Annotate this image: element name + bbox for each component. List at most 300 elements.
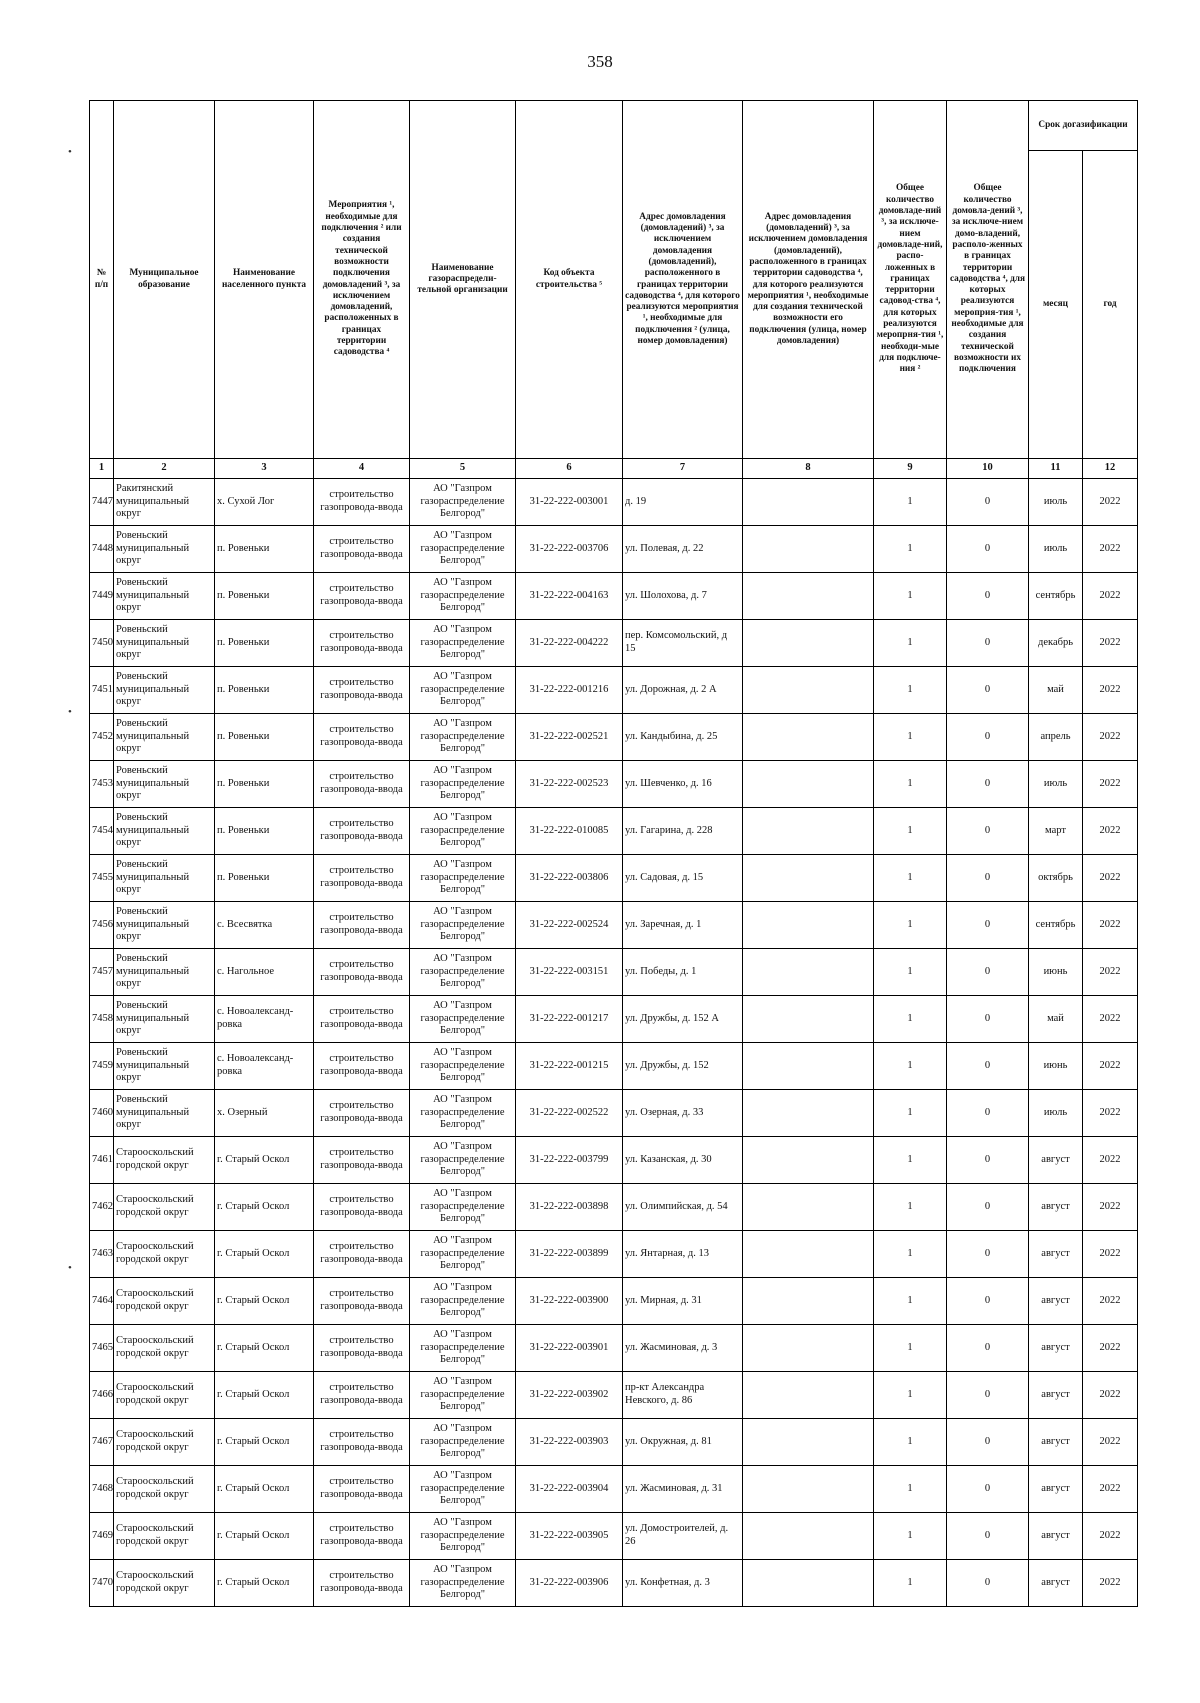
measure-cell: строительство газопровода-ввода (314, 1466, 410, 1513)
address-tech-cell (743, 761, 874, 808)
locality-cell: х. Сухой Лог (215, 479, 314, 526)
locality-cell: с. Новоалександ-ровка (215, 996, 314, 1043)
row-number: 7454 (90, 808, 114, 855)
object-code-cell: 31-22-222-004222 (516, 620, 623, 667)
column-number: 12 (1083, 459, 1138, 479)
locality-cell: г. Старый Оскол (215, 1513, 314, 1560)
year-cell: 2022 (1083, 1513, 1138, 1560)
table-row (90, 949, 1138, 996)
total-connect-cell: 1 (874, 855, 947, 902)
measure-cell: строительство газопровода-ввода (314, 1513, 410, 1560)
object-code-cell: 31-22-222-002524 (516, 902, 623, 949)
table-row (90, 1137, 1138, 1184)
municipality-cell: Старооскольский городской округ (114, 1466, 215, 1513)
address-tech-cell (743, 1513, 874, 1560)
total-tech-cell: 0 (947, 1513, 1029, 1560)
row-number: 7466 (90, 1372, 114, 1419)
measure-cell: строительство газопровода-ввода (314, 1325, 410, 1372)
header-total-tech: Общее количество домовла-дений ³, за исключе-нием домо-владений, располо-женных в границах территории садоводства ⁴, для которых реализуются мероприя-тия ¹, необходимые для создания технической возможности их подключения (947, 101, 1029, 459)
row-number: 7464 (90, 1278, 114, 1325)
month-cell: март (1029, 808, 1083, 855)
total-tech-cell: 0 (947, 620, 1029, 667)
margin-mark: • (68, 1262, 72, 1274)
locality-cell: п. Ровеньки (215, 855, 314, 902)
org-cell: АО "Газпром газораспределение Белгород" (410, 1560, 516, 1607)
total-tech-cell: 0 (947, 1137, 1029, 1184)
total-tech-cell: 0 (947, 808, 1029, 855)
month-cell: август (1029, 1325, 1083, 1372)
header-address-tech: Адрес домовладения (домовладений) ³, за исключением домовладения (домовладений), расположенного в границах территории садоводства ⁴, для которого реализуются мероприятия ¹, необходимые для создания технической возможности его подключения (улица, номер домовладения) (743, 101, 874, 459)
year-cell: 2022 (1083, 996, 1138, 1043)
object-code-cell: 31-22-222-002521 (516, 714, 623, 761)
table-row (90, 620, 1138, 667)
municipality-cell: Ровеньский муниципальный округ (114, 573, 215, 620)
total-tech-cell: 0 (947, 855, 1029, 902)
column-number: 2 (114, 459, 215, 479)
municipality-cell: Ровеньский муниципальный округ (114, 526, 215, 573)
row-number: 7449 (90, 573, 114, 620)
org-cell: АО "Газпром газораспределение Белгород" (410, 949, 516, 996)
year-cell: 2022 (1083, 855, 1138, 902)
year-cell: 2022 (1083, 1278, 1138, 1325)
object-code-cell: 31-22-222-003905 (516, 1513, 623, 1560)
measure-cell: строительство газопровода-ввода (314, 479, 410, 526)
table-row (90, 1466, 1138, 1513)
address-tech-cell (743, 714, 874, 761)
row-number: 7469 (90, 1513, 114, 1560)
locality-cell: с. Нагольное (215, 949, 314, 996)
measure-cell: строительство газопровода-ввода (314, 1184, 410, 1231)
municipality-cell: Старооскольский городской округ (114, 1560, 215, 1607)
table-row (90, 1278, 1138, 1325)
measure-cell: строительство газопровода-ввода (314, 1560, 410, 1607)
address-tech-cell (743, 1090, 874, 1137)
total-tech-cell: 0 (947, 1184, 1029, 1231)
measure-cell: строительство газопровода-ввода (314, 808, 410, 855)
locality-cell: г. Старый Оскол (215, 1278, 314, 1325)
object-code-cell: 31-22-222-003904 (516, 1466, 623, 1513)
total-connect-cell: 1 (874, 1090, 947, 1137)
table-row (90, 1231, 1138, 1278)
table-row (90, 526, 1138, 573)
address-cell: ул. Окружная, д. 81 (623, 1419, 743, 1466)
municipality-cell: Ровеньский муниципальный округ (114, 620, 215, 667)
measure-cell: строительство газопровода-ввода (314, 855, 410, 902)
address-cell: ул. Жасминовая, д. 31 (623, 1466, 743, 1513)
total-tech-cell: 0 (947, 1560, 1029, 1607)
object-code-cell: 31-22-222-004163 (516, 573, 623, 620)
total-tech-cell: 0 (947, 573, 1029, 620)
address-cell: ул. Шолохова, д. 7 (623, 573, 743, 620)
month-cell: сентябрь (1029, 902, 1083, 949)
table-row (90, 808, 1138, 855)
row-number: 7453 (90, 761, 114, 808)
total-tech-cell: 0 (947, 996, 1029, 1043)
header-code: Код объекта строительства ⁵ (516, 101, 623, 459)
address-tech-cell (743, 1231, 874, 1278)
org-cell: АО "Газпром газораспределение Белгород" (410, 1372, 516, 1419)
address-tech-cell (743, 1137, 874, 1184)
object-code-cell: 31-22-222-002522 (516, 1090, 623, 1137)
municipality-cell: Ровеньский муниципальный округ (114, 761, 215, 808)
measure-cell: строительство газопровода-ввода (314, 526, 410, 573)
year-cell: 2022 (1083, 1372, 1138, 1419)
address-cell: ул. Полевая, д. 22 (623, 526, 743, 573)
month-cell: июль (1029, 479, 1083, 526)
column-number: 8 (743, 459, 874, 479)
table-row (90, 761, 1138, 808)
municipality-cell: Ровеньский муниципальный округ (114, 996, 215, 1043)
table-row (90, 1184, 1138, 1231)
address-cell: ул. Шевченко, д. 16 (623, 761, 743, 808)
header-month: месяц (1029, 151, 1083, 459)
org-cell: АО "Газпром газораспределение Белгород" (410, 620, 516, 667)
object-code-cell: 31-22-222-010085 (516, 808, 623, 855)
address-cell: ул. Дружбы, д. 152 А (623, 996, 743, 1043)
total-connect-cell: 1 (874, 1372, 947, 1419)
measure-cell: строительство газопровода-ввода (314, 1419, 410, 1466)
total-tech-cell: 0 (947, 1231, 1029, 1278)
month-cell: август (1029, 1466, 1083, 1513)
measure-cell: строительство газопровода-ввода (314, 1372, 410, 1419)
address-cell: ул. Гагарина, д. 228 (623, 808, 743, 855)
year-cell: 2022 (1083, 761, 1138, 808)
object-code-cell: 31-22-222-003901 (516, 1325, 623, 1372)
measure-cell: строительство газопровода-ввода (314, 1090, 410, 1137)
address-tech-cell (743, 667, 874, 714)
year-cell: 2022 (1083, 1466, 1138, 1513)
total-tech-cell: 0 (947, 479, 1029, 526)
total-connect-cell: 1 (874, 949, 947, 996)
measure-cell: строительство газопровода-ввода (314, 949, 410, 996)
total-connect-cell: 1 (874, 1419, 947, 1466)
page-number: 358 (587, 52, 613, 71)
table-row (90, 902, 1138, 949)
year-cell: 2022 (1083, 1043, 1138, 1090)
row-number: 7465 (90, 1325, 114, 1372)
table-row (90, 1043, 1138, 1090)
org-cell: АО "Газпром газораспределение Белгород" (410, 667, 516, 714)
measure-cell: строительство газопровода-ввода (314, 1278, 410, 1325)
total-tech-cell: 0 (947, 667, 1029, 714)
org-cell: АО "Газпром газораспределение Белгород" (410, 479, 516, 526)
object-code-cell: 31-22-222-001216 (516, 667, 623, 714)
total-connect-cell: 1 (874, 996, 947, 1043)
measure-cell: строительство газопровода-ввода (314, 1043, 410, 1090)
municipality-cell: Старооскольский городской округ (114, 1513, 215, 1560)
row-number: 7455 (90, 855, 114, 902)
object-code-cell: 31-22-222-003903 (516, 1419, 623, 1466)
total-tech-cell: 0 (947, 902, 1029, 949)
municipality-cell: Старооскольский городской округ (114, 1278, 215, 1325)
locality-cell: г. Старый Оскол (215, 1137, 314, 1184)
org-cell: АО "Газпром газораспределение Белгород" (410, 1184, 516, 1231)
row-number: 7461 (90, 1137, 114, 1184)
locality-cell: п. Ровеньки (215, 667, 314, 714)
locality-cell: г. Старый Оскол (215, 1184, 314, 1231)
row-number: 7447 (90, 479, 114, 526)
address-cell: ул. Казанская, д. 30 (623, 1137, 743, 1184)
total-connect-cell: 1 (874, 1043, 947, 1090)
total-tech-cell: 0 (947, 1466, 1029, 1513)
address-tech-cell (743, 949, 874, 996)
year-cell: 2022 (1083, 1325, 1138, 1372)
month-cell: декабрь (1029, 620, 1083, 667)
year-cell: 2022 (1083, 1137, 1138, 1184)
total-connect-cell: 1 (874, 667, 947, 714)
row-number: 7458 (90, 996, 114, 1043)
month-cell: июнь (1029, 1043, 1083, 1090)
column-number-row (90, 459, 1138, 479)
column-number: 3 (215, 459, 314, 479)
address-cell: ул. Конфетная, д. 3 (623, 1560, 743, 1607)
row-number: 7470 (90, 1560, 114, 1607)
month-cell: август (1029, 1231, 1083, 1278)
municipality-cell: Ровеньский муниципальный округ (114, 1090, 215, 1137)
org-cell: АО "Газпром газораспределение Белгород" (410, 996, 516, 1043)
municipality-cell: Ровеньский муниципальный округ (114, 902, 215, 949)
month-cell: август (1029, 1419, 1083, 1466)
locality-cell: х. Озерный (215, 1090, 314, 1137)
table-row (90, 1513, 1138, 1560)
municipality-cell: Старооскольский городской округ (114, 1137, 215, 1184)
header-org: Наименование газораспредели-тельной организации (410, 101, 516, 459)
month-cell: август (1029, 1137, 1083, 1184)
header-address-connect: Адрес домовладения (домовладений) ³, за исключением домовладения (домовладений), расположенного в границах территории садоводства ⁴, для которого реализуются мероприятия ¹, необходимые для подключения ² (улица, номер домовладения) (623, 101, 743, 459)
locality-cell: п. Ровеньки (215, 573, 314, 620)
address-cell: ул. Янтарная, д. 13 (623, 1231, 743, 1278)
column-number: 6 (516, 459, 623, 479)
locality-cell: г. Старый Оскол (215, 1560, 314, 1607)
object-code-cell: 31-22-222-003151 (516, 949, 623, 996)
org-cell: АО "Газпром газораспределение Белгород" (410, 1090, 516, 1137)
locality-cell: п. Ровеньки (215, 526, 314, 573)
address-tech-cell (743, 620, 874, 667)
address-tech-cell (743, 1372, 874, 1419)
table-row (90, 573, 1138, 620)
month-cell: август (1029, 1513, 1083, 1560)
year-cell: 2022 (1083, 902, 1138, 949)
address-cell: д. 19 (623, 479, 743, 526)
municipality-cell: Ровеньский муниципальный округ (114, 949, 215, 996)
month-cell: июль (1029, 526, 1083, 573)
address-tech-cell (743, 526, 874, 573)
total-tech-cell: 0 (947, 1325, 1029, 1372)
table-row (90, 1560, 1138, 1607)
table-row (90, 714, 1138, 761)
month-cell: апрель (1029, 714, 1083, 761)
total-connect-cell: 1 (874, 1184, 947, 1231)
table-body (90, 459, 1138, 1607)
address-tech-cell (743, 479, 874, 526)
address-cell: ул. Жасминовая, д. 3 (623, 1325, 743, 1372)
total-tech-cell: 0 (947, 1372, 1029, 1419)
month-cell: июль (1029, 1090, 1083, 1137)
address-cell: ул. Кандыбина, д. 25 (623, 714, 743, 761)
row-number: 7451 (90, 667, 114, 714)
month-cell: август (1029, 1278, 1083, 1325)
total-tech-cell: 0 (947, 1278, 1029, 1325)
total-connect-cell: 1 (874, 1137, 947, 1184)
table-row (90, 1090, 1138, 1137)
locality-cell: п. Ровеньки (215, 808, 314, 855)
locality-cell: г. Старый Оскол (215, 1466, 314, 1513)
header-locality: Наименование населенного пункта (215, 101, 314, 459)
org-cell: АО "Газпром газораспределение Белгород" (410, 1043, 516, 1090)
table-row (90, 1419, 1138, 1466)
measure-cell: строительство газопровода-ввода (314, 714, 410, 761)
year-cell: 2022 (1083, 1184, 1138, 1231)
column-number: 1 (90, 459, 114, 479)
object-code-cell: 31-22-222-003806 (516, 855, 623, 902)
table-row (90, 1372, 1138, 1419)
year-cell: 2022 (1083, 526, 1138, 573)
address-cell: ул. Мирная, д. 31 (623, 1278, 743, 1325)
year-cell: 2022 (1083, 714, 1138, 761)
year-cell: 2022 (1083, 479, 1138, 526)
total-connect-cell: 1 (874, 1231, 947, 1278)
month-cell: август (1029, 1560, 1083, 1607)
object-code-cell: 31-22-222-003906 (516, 1560, 623, 1607)
org-cell: АО "Газпром газораспределение Белгород" (410, 855, 516, 902)
month-cell: июль (1029, 761, 1083, 808)
org-cell: АО "Газпром газораспределение Белгород" (410, 526, 516, 573)
column-number: 5 (410, 459, 516, 479)
locality-cell: с. Всесвятка (215, 902, 314, 949)
row-number: 7462 (90, 1184, 114, 1231)
measure-cell: строительство газопровода-ввода (314, 667, 410, 714)
total-connect-cell: 1 (874, 1466, 947, 1513)
org-cell: АО "Газпром газораспределение Белгород" (410, 902, 516, 949)
total-connect-cell: 1 (874, 1325, 947, 1372)
total-connect-cell: 1 (874, 1560, 947, 1607)
header-municipality: Муниципальное образование (114, 101, 215, 459)
total-connect-cell: 1 (874, 620, 947, 667)
gasification-table (89, 100, 1138, 1607)
address-tech-cell (743, 1560, 874, 1607)
municipality-cell: Старооскольский городской округ (114, 1372, 215, 1419)
object-code-cell: 31-22-222-003001 (516, 479, 623, 526)
total-tech-cell: 0 (947, 1043, 1029, 1090)
total-connect-cell: 1 (874, 761, 947, 808)
year-cell: 2022 (1083, 949, 1138, 996)
total-tech-cell: 0 (947, 761, 1029, 808)
year-cell: 2022 (1083, 667, 1138, 714)
org-cell: АО "Газпром газораспределение Белгород" (410, 808, 516, 855)
address-tech-cell (743, 902, 874, 949)
address-cell: ул. Победы, д. 1 (623, 949, 743, 996)
margin-mark: • (68, 146, 72, 158)
address-tech-cell (743, 573, 874, 620)
row-number: 7459 (90, 1043, 114, 1090)
month-cell: май (1029, 667, 1083, 714)
object-code-cell: 31-22-222-001215 (516, 1043, 623, 1090)
address-tech-cell (743, 855, 874, 902)
measure-cell: строительство газопровода-ввода (314, 761, 410, 808)
object-code-cell: 31-22-222-003799 (516, 1137, 623, 1184)
column-number: 4 (314, 459, 410, 479)
row-number: 7450 (90, 620, 114, 667)
municipality-cell: Ракитянский муниципальный округ (114, 479, 215, 526)
header-term: Срок догазификации (1029, 101, 1138, 151)
municipality-cell: Ровеньский муниципальный округ (114, 808, 215, 855)
org-cell: АО "Газпром газораспределение Белгород" (410, 761, 516, 808)
locality-cell: п. Ровеньки (215, 714, 314, 761)
address-tech-cell (743, 808, 874, 855)
year-cell: 2022 (1083, 1560, 1138, 1607)
row-number: 7457 (90, 949, 114, 996)
object-code-cell: 31-22-222-003898 (516, 1184, 623, 1231)
measure-cell: строительство газопровода-ввода (314, 1137, 410, 1184)
month-cell: май (1029, 996, 1083, 1043)
month-cell: август (1029, 1184, 1083, 1231)
municipality-cell: Старооскольский городской округ (114, 1419, 215, 1466)
org-cell: АО "Газпром газораспределение Белгород" (410, 1325, 516, 1372)
measure-cell: строительство газопровода-ввода (314, 1231, 410, 1278)
municipality-cell: Ровеньский муниципальный округ (114, 855, 215, 902)
total-tech-cell: 0 (947, 526, 1029, 573)
year-cell: 2022 (1083, 620, 1138, 667)
measure-cell: строительство газопровода-ввода (314, 996, 410, 1043)
address-tech-cell (743, 1325, 874, 1372)
total-tech-cell: 0 (947, 1419, 1029, 1466)
locality-cell: с. Новоалександ-ровка (215, 1043, 314, 1090)
address-cell: ул. Дорожная, д. 2 А (623, 667, 743, 714)
month-cell: август (1029, 1372, 1083, 1419)
total-connect-cell: 1 (874, 1513, 947, 1560)
org-cell: АО "Газпром газораспределение Белгород" (410, 1419, 516, 1466)
address-tech-cell (743, 1466, 874, 1513)
row-number: 7456 (90, 902, 114, 949)
object-code-cell: 31-22-222-002523 (516, 761, 623, 808)
table-row (90, 479, 1138, 526)
org-cell: АО "Газпром газораспределение Белгород" (410, 1278, 516, 1325)
column-number: 11 (1029, 459, 1083, 479)
table-row (90, 667, 1138, 714)
locality-cell: г. Старый Оскол (215, 1419, 314, 1466)
object-code-cell: 31-22-222-003706 (516, 526, 623, 573)
measure-cell: строительство газопровода-ввода (314, 573, 410, 620)
municipality-cell: Ровеньский муниципальный округ (114, 1043, 215, 1090)
total-connect-cell: 1 (874, 573, 947, 620)
total-tech-cell: 0 (947, 714, 1029, 761)
year-cell: 2022 (1083, 573, 1138, 620)
object-code-cell: 31-22-222-003900 (516, 1278, 623, 1325)
address-cell: ул. Домостроителей, д. 26 (623, 1513, 743, 1560)
address-cell: ул. Озерная, д. 33 (623, 1090, 743, 1137)
municipality-cell: Ровеньский муниципальный округ (114, 714, 215, 761)
header-year: год (1083, 151, 1138, 459)
year-cell: 2022 (1083, 1090, 1138, 1137)
year-cell: 2022 (1083, 1419, 1138, 1466)
address-cell: ул. Дружбы, д. 152 (623, 1043, 743, 1090)
org-cell: АО "Газпром газораспределение Белгород" (410, 1137, 516, 1184)
address-cell: ул. Олимпийская, д. 54 (623, 1184, 743, 1231)
year-cell: 2022 (1083, 1231, 1138, 1278)
address-cell: пр-кт Александра Невского, д. 86 (623, 1372, 743, 1419)
address-tech-cell (743, 996, 874, 1043)
month-cell: октябрь (1029, 855, 1083, 902)
locality-cell: г. Старый Оскол (215, 1325, 314, 1372)
locality-cell: п. Ровеньки (215, 620, 314, 667)
address-cell: пер. Комсомольский, д 15 (623, 620, 743, 667)
column-number: 9 (874, 459, 947, 479)
org-cell: АО "Газпром газораспределение Белгород" (410, 1513, 516, 1560)
locality-cell: г. Старый Оскол (215, 1231, 314, 1278)
municipality-cell: Старооскольский городской округ (114, 1325, 215, 1372)
address-tech-cell (743, 1043, 874, 1090)
table-row (90, 855, 1138, 902)
